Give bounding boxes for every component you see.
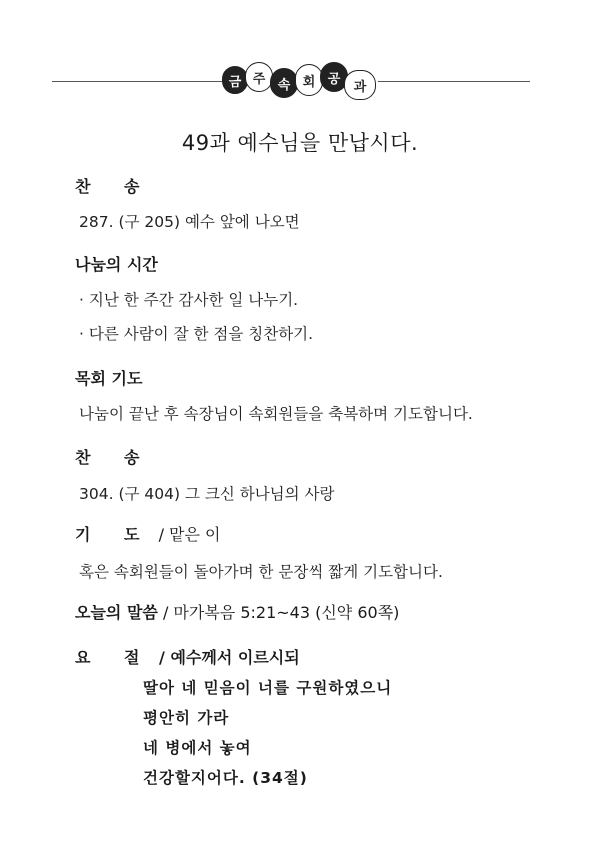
badge-1: 금 bbox=[222, 66, 248, 94]
key-verse-line-2: 평안히 가라 bbox=[143, 709, 230, 727]
hymn-heading-1 bbox=[75, 174, 153, 197]
prayer-heading bbox=[75, 522, 221, 545]
page-title: 49과 예수님을 만납시다. bbox=[181, 131, 419, 155]
today-word-heading-text: 오늘의 말씀 bbox=[75, 603, 158, 622]
prayer-text: 혹은 속회원들이 돌아가며 한 문장씩 짧게 기도합니다. bbox=[79, 563, 443, 581]
key-verse-heading bbox=[75, 645, 300, 668]
key-verse-line-4: 건강할지어다. (34절) bbox=[143, 769, 308, 787]
key-verse-intro: / 예수께서 이르시되 bbox=[153, 648, 300, 667]
pastoral-prayer-text: 나눔이 끝난 후 속장님이 속회원들을 축복하며 기도합니다. bbox=[79, 405, 473, 423]
prayer-heading-text: 기 도 bbox=[75, 525, 154, 544]
hymn-heading-1-text: 찬 송 bbox=[75, 177, 154, 196]
sharing-heading: 나눔의 시간 bbox=[75, 255, 158, 274]
key-verse-line-1: 딸아 네 믿음이 너를 구원하였으니 bbox=[143, 679, 393, 697]
sharing-item-2: · 다른 사람이 잘 한 점을 칭찬하기. bbox=[79, 325, 314, 343]
course-badges bbox=[222, 60, 380, 104]
badge-2: 주 bbox=[245, 62, 273, 92]
prayer-leader: / 맡은 이 bbox=[153, 525, 221, 544]
key-verse-line-3: 네 병에서 놓여 bbox=[143, 739, 252, 757]
hymn-heading-2 bbox=[75, 445, 153, 468]
header-rule-right bbox=[378, 81, 530, 82]
badge-3: 속 bbox=[270, 68, 298, 98]
badge-5: 공 bbox=[320, 62, 348, 92]
sharing-item-1: · 지난 한 주간 감사한 일 나누기. bbox=[79, 291, 299, 309]
scripture-reference: / 마가복음 5:21~43 (신약 60쪽) bbox=[157, 603, 400, 622]
header-rule-left bbox=[52, 81, 222, 82]
hymn-text-2: 304. (구 404) 그 크신 하나님의 사랑 bbox=[79, 485, 335, 503]
pastoral-prayer-heading: 목회 기도 bbox=[75, 369, 143, 388]
hymn-text-1: 287. (구 205) 예수 앞에 나오면 bbox=[79, 213, 300, 231]
badge-4: 회 bbox=[295, 64, 323, 96]
hymn-heading-2-text: 찬 송 bbox=[75, 448, 154, 467]
today-word-heading bbox=[75, 600, 399, 623]
key-verse-heading-text: 요 절 bbox=[75, 648, 154, 667]
badge-6: 과 bbox=[344, 70, 376, 100]
